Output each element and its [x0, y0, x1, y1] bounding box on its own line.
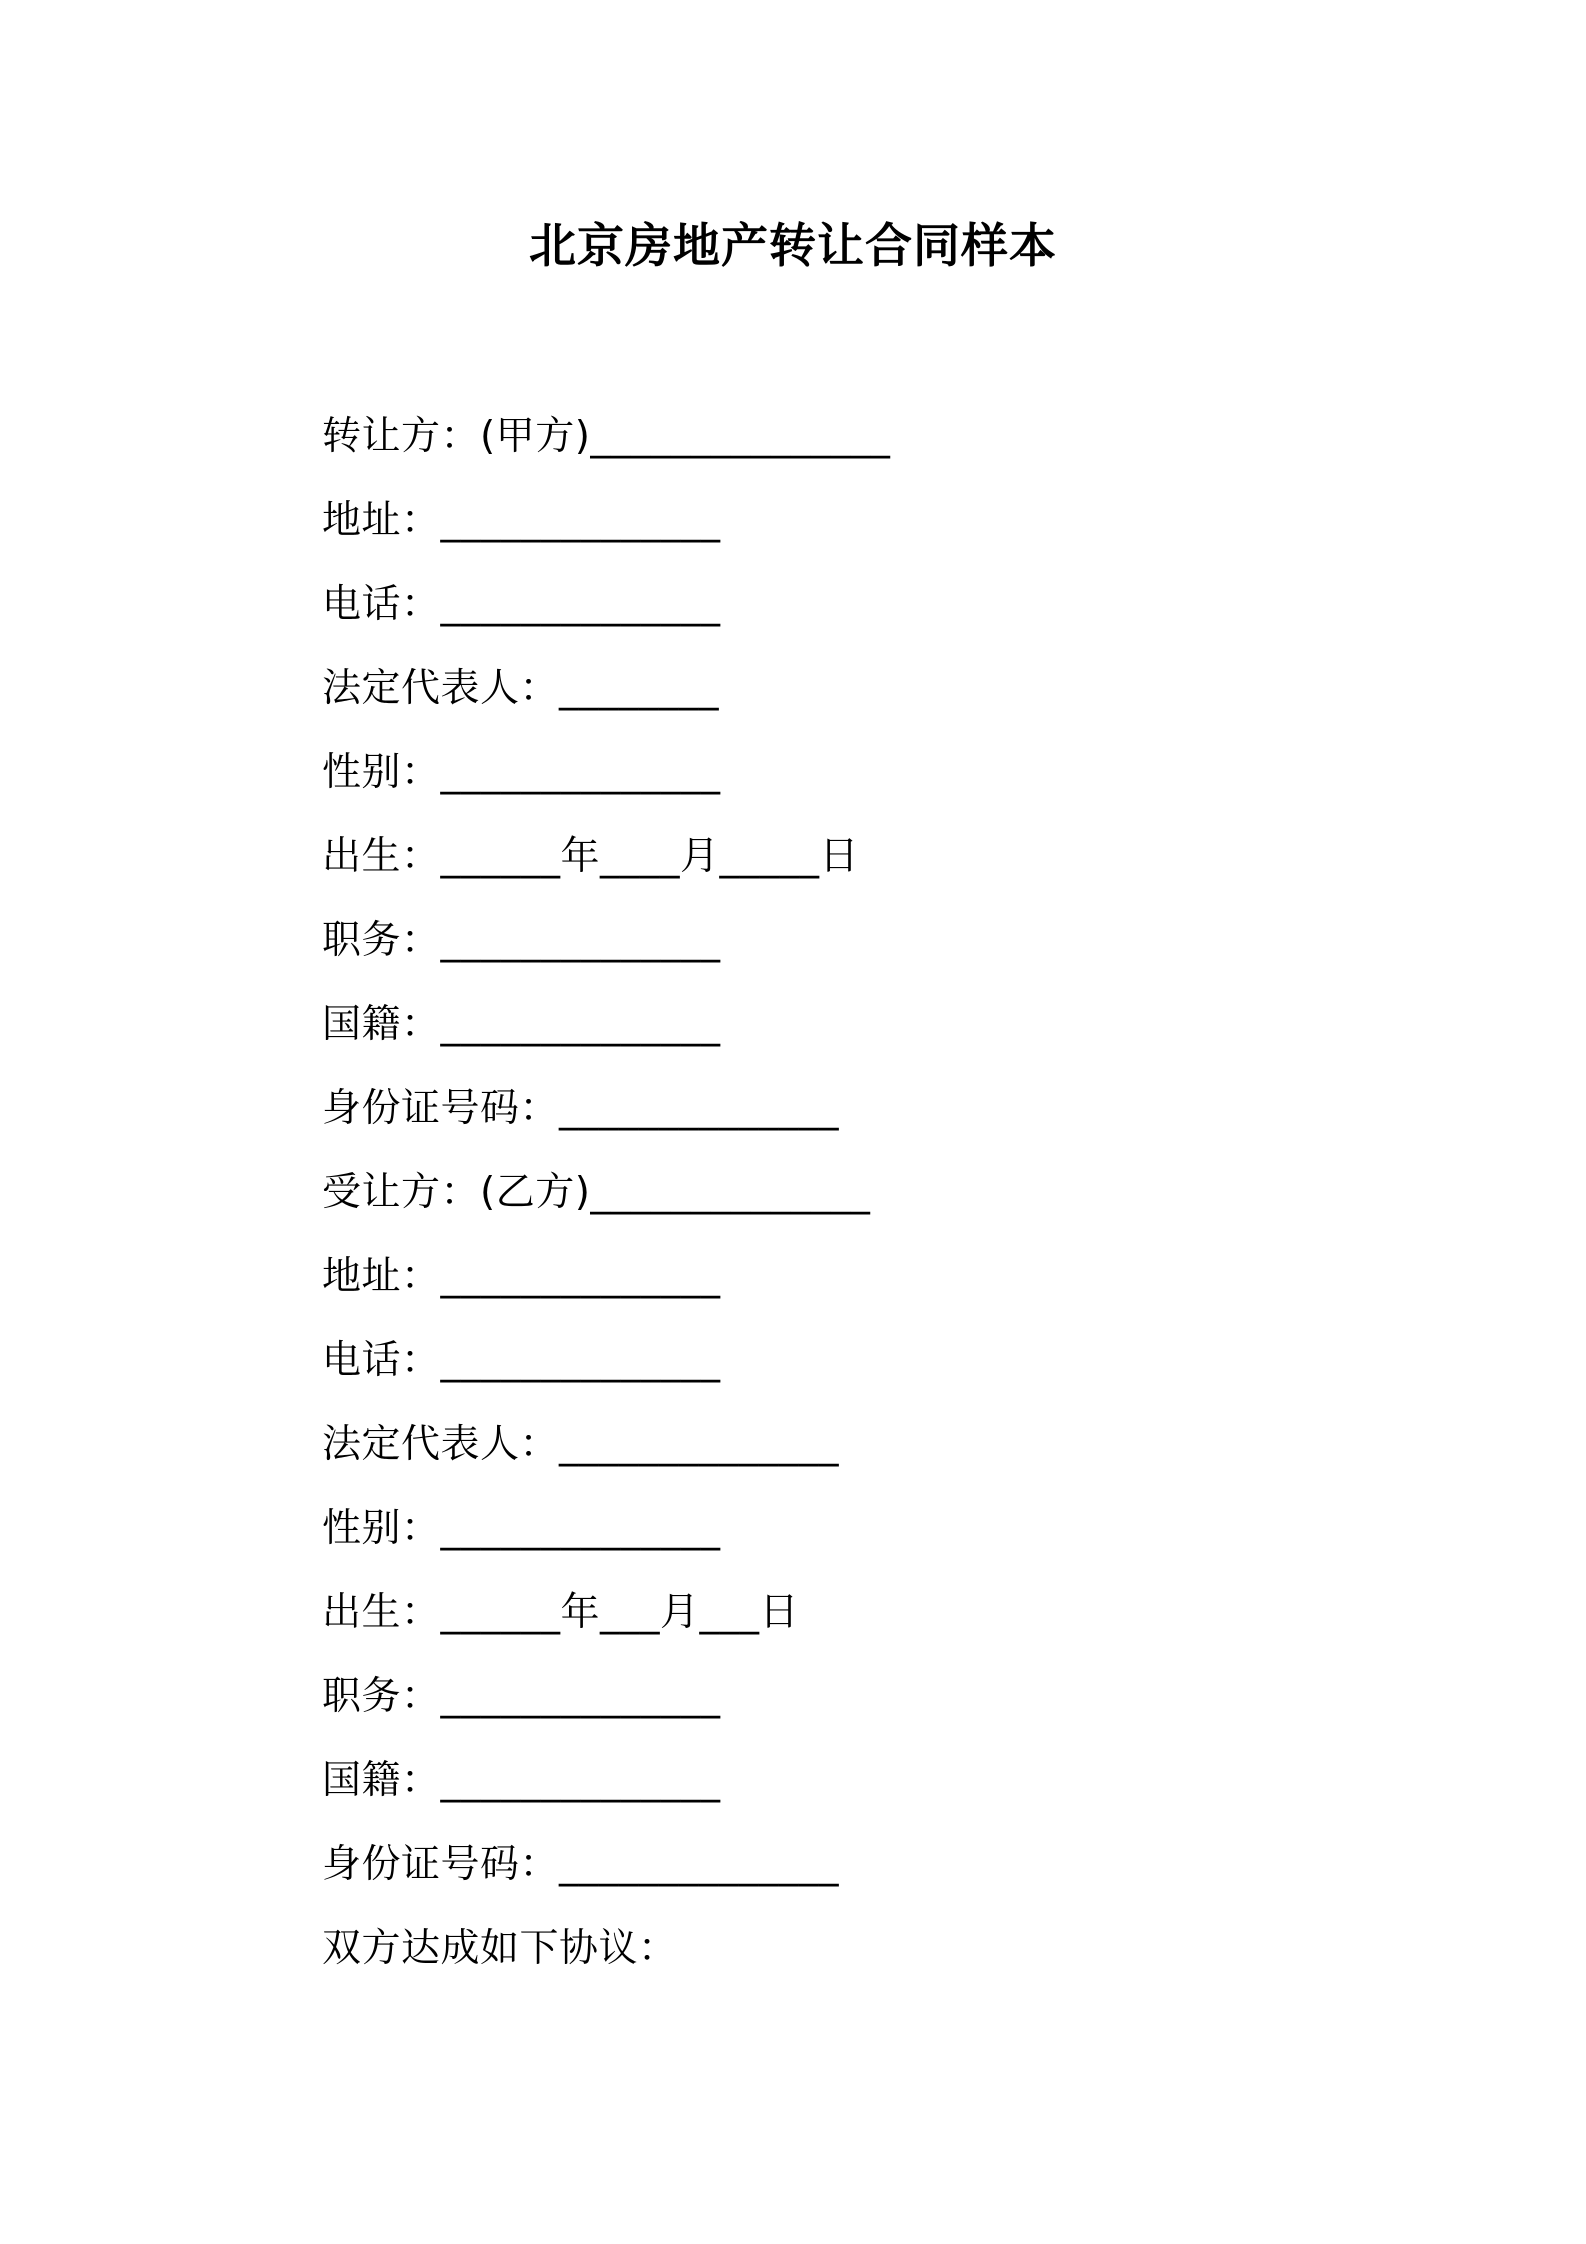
transferee-id-number-line: 身份证号码：______________ [322, 1842, 840, 1887]
transferor-address-line: 地址：______________ [322, 498, 721, 543]
transferee-nationality-line: 国籍：______________ [322, 1758, 721, 1803]
transferee-phone-line: 电话：______________ [322, 1338, 721, 1383]
transferor-id-number-line: 身份证号码：______________ [322, 1086, 840, 1131]
transferee-legal-representative-line: 法定代表人：______________ [322, 1422, 840, 1467]
transferee-position-line: 职务：______________ [322, 1674, 721, 1719]
transferor-gender-line: 性别：______________ [322, 750, 721, 795]
transferee-gender-line: 性别：______________ [322, 1506, 721, 1551]
transferee-birth-date-line: 出生：______年___月___日 [322, 1590, 800, 1635]
transferor-position-line: 职务：______________ [322, 918, 721, 963]
transferor-legal-representative-line: 法定代表人：________ [322, 666, 720, 711]
document-title: 北京房地产转让合同样本 [529, 219, 1057, 274]
transferor-label-line: 转让方：(甲方)_______________ [322, 414, 891, 459]
transferee-address-line: 地址：______________ [322, 1254, 721, 1299]
transferee-label-line: 受让方：(乙方)______________ [322, 1170, 871, 1215]
transferor-birth-date-line: 出生：______年____月_____日 [322, 834, 860, 879]
transferor-nationality-line: 国籍：______________ [322, 1002, 721, 1047]
agreement-intro-line: 双方达成如下协议： [322, 1926, 678, 1971]
transferor-phone-line: 电话：______________ [322, 582, 721, 627]
party-info-list [322, 405, 890, 2001]
